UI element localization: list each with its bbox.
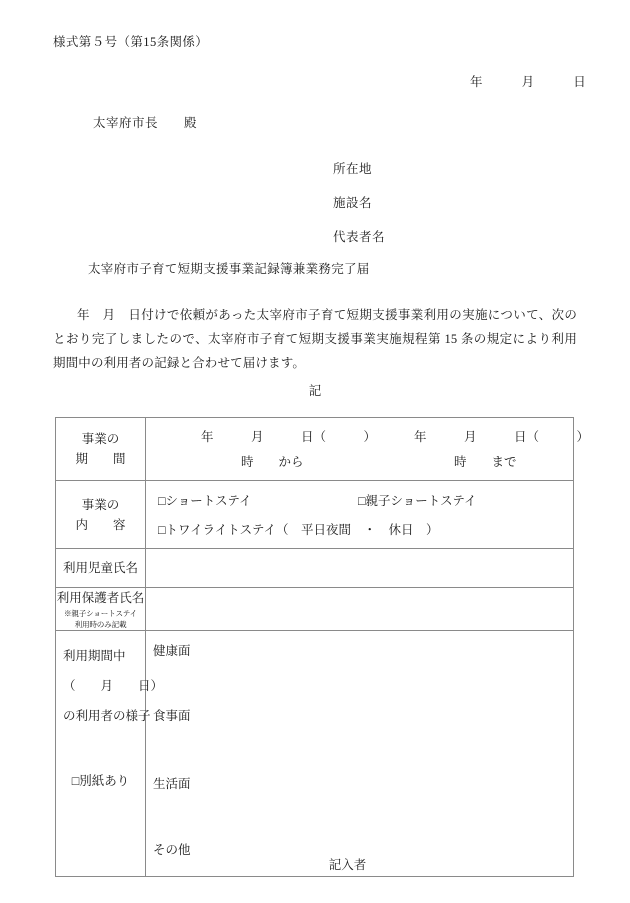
observation-item-lifestyle[interactable]: 生活面 [153, 777, 191, 791]
period-time-start[interactable]: 時 から [241, 455, 304, 469]
guardian-name-label: 利用保護者氏名 [56, 591, 145, 605]
contents-label-line2: 内 容 [75, 517, 126, 532]
guardian-name-label-cell [56, 588, 146, 631]
observation-item-health[interactable]: 健康面 [153, 644, 191, 658]
checkbox-short-stay[interactable]: □ショートステイ [158, 494, 252, 508]
contents-label-line1: 事業の [81, 497, 120, 512]
period-time-end[interactable]: 時 まで [454, 455, 517, 469]
observation-item-other[interactable]: その他 [153, 843, 191, 857]
table-row-contents [56, 481, 574, 549]
observations-label-line1: 利用期間中 [63, 649, 126, 663]
issuer-facility-label: 施設名 [333, 196, 373, 210]
ki-mark: 記 [308, 384, 322, 398]
observation-item-meals[interactable]: 食事面 [153, 709, 191, 723]
contents-label-cell [56, 481, 146, 549]
table-row-observations [56, 631, 574, 877]
guardian-name-note-line1: ※親子ショートステイ [63, 609, 138, 618]
observations-content-cell [146, 631, 574, 877]
table-row-guardian-name [56, 588, 574, 631]
checkbox-twilight-stay[interactable]: □トワイライトステイ（ 平日夜間 ・ 休日 ） [158, 523, 439, 537]
recipient-line: 太宰府市長 殿 [93, 116, 198, 130]
observations-label-cell [56, 631, 164, 877]
child-name-label: 利用児童氏名 [56, 549, 146, 588]
checkbox-parent-child-short-stay[interactable]: □親子ショートステイ [358, 494, 477, 508]
form-code: 様式第５号（第15条関係） [53, 35, 209, 49]
body-paragraph: 年 月 日付けで依頼があった太宰府市子育て短期支援事業利用の実施について、次のとおり完了しましたので、太宰府市子育て短期支援事業実施規程第 15 条の規定により利用期間中の利用者の記録と合わせて届けます。 [53, 308, 577, 370]
observations-label-line2: （ 月 日） [63, 679, 164, 693]
table-row-period [56, 418, 574, 481]
guardian-name-value[interactable] [146, 588, 574, 631]
period-label-line1: 事業の [81, 432, 120, 446]
child-name-value[interactable] [146, 549, 574, 588]
checkbox-attachment[interactable]: □別紙あり [71, 774, 130, 788]
period-date-end[interactable]: 年 月 日（ ） [414, 430, 590, 444]
writer-label: 記入者 [328, 858, 367, 872]
guardian-name-note-line2: 利用時のみ記載 [74, 620, 127, 629]
period-label-line2: 期 間 [75, 452, 126, 466]
contents-value-cell [146, 481, 574, 549]
document-title: 太宰府市子育て短期支援事業記録簿兼業務完了届 [88, 262, 370, 276]
table-row-child-name [56, 549, 574, 588]
issuer-block [333, 159, 385, 261]
observations-label-text [56, 641, 164, 731]
issuer-address-label: 所在地 [333, 162, 373, 176]
period-label-cell [56, 418, 146, 481]
form-table [55, 417, 590, 877]
observations-label-line3: の利用者の様子 [63, 709, 151, 723]
period-value-cell[interactable] [146, 418, 590, 481]
period-date-start[interactable]: 年 月 日（ ） [201, 430, 377, 444]
date-line: 年 月 日 [470, 75, 587, 89]
issuer-representative-label: 代表者名 [333, 230, 386, 244]
